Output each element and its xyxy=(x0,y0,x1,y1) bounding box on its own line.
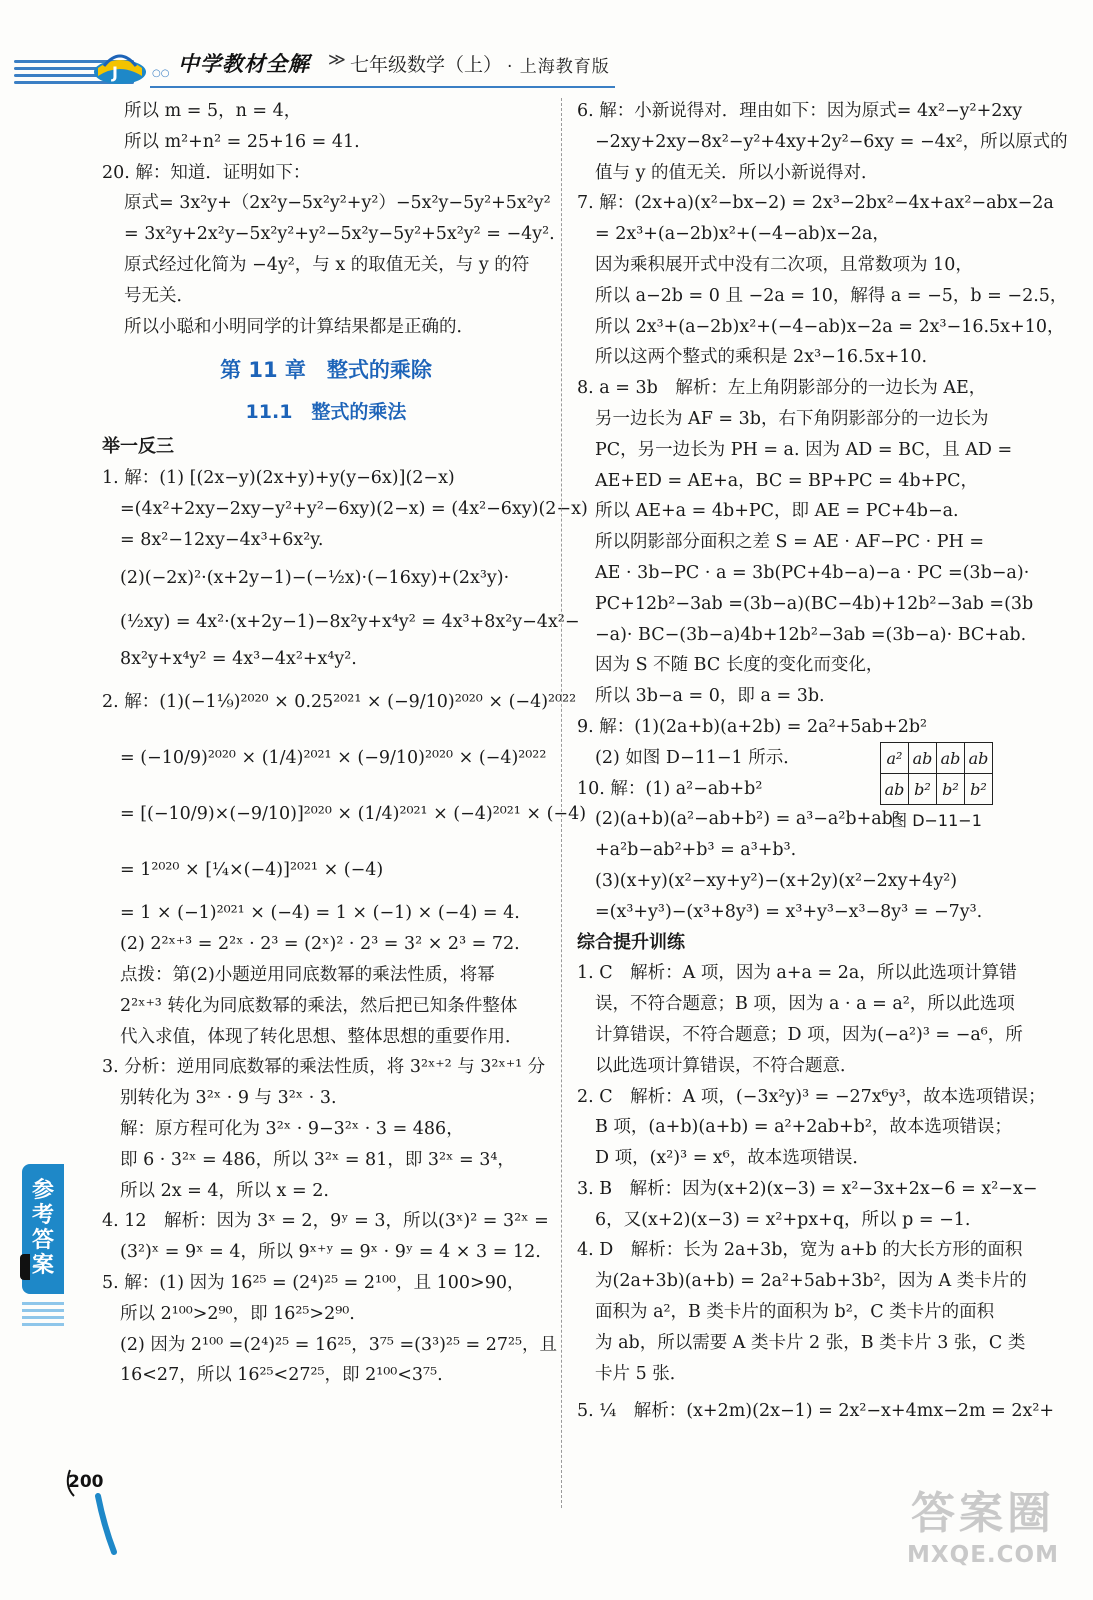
grid-cell: ab xyxy=(965,743,993,774)
side-tab-stripe xyxy=(22,1323,64,1326)
text-line: −2xy+2xy−8x²−y²+4xy+2y²−6xy = −4x²，所以原式的 xyxy=(595,131,1068,152)
text-line: = (−10/9)²⁰²⁰ × (1/4)²⁰²¹ × (−9/10)²⁰²⁰ × (−4)²⁰²² xyxy=(120,748,547,769)
text-line: 4. 12 解析：因为 3ˣ = 2，9ʸ = 3，所以(3ˣ)² = 3²ˣ = xyxy=(102,1211,549,1232)
text-line: 因为 S 不随 BC 长度的变化而变化， xyxy=(595,655,884,676)
text-line: 所以 AE+a = 4b+PC，即 AE = PC+4b−a. xyxy=(595,501,959,522)
column-divider xyxy=(561,98,562,1508)
text-line: B 项，(a+b)(a+b) = a²+2ab+b²，故本选项错误； xyxy=(595,1117,1012,1138)
text-line: 所以 2¹⁰⁰>2⁹⁰，即 16²⁵>2⁹⁰. xyxy=(120,1303,355,1324)
text-line: 1. C 解析：A 项，因为 a+a = 2a，所以此选项计算错 xyxy=(577,963,1017,984)
text-line: 20. 解：知道．证明如下： xyxy=(102,162,311,183)
book-title: 中学教材全解 xyxy=(178,52,310,76)
text-line: 10. 解：(1) a²−ab+b² xyxy=(577,778,763,799)
side-tab-notch xyxy=(20,1254,30,1280)
side-tab xyxy=(18,1164,66,1328)
book-logo-icon xyxy=(90,42,150,86)
svg-text:J: J xyxy=(112,63,118,82)
text-line: (2) 2²ˣ⁺³ = 2²ˣ · 2³ = (2ˣ)² · 2³ = 3² × 2³ = 72. xyxy=(120,934,520,955)
watermark-url: MXQE.COM xyxy=(907,1542,1059,1568)
text-line: 5. 解：(1) 因为 16²⁵ = (2⁴)²⁵ = 2¹⁰⁰，且 100>90， xyxy=(102,1272,525,1293)
figure-d-11-1 xyxy=(880,742,993,831)
chapter-title: 第 11 章 整式的乘除 xyxy=(220,358,432,383)
watermark-logo-text: 答案圈 xyxy=(911,1488,1055,1539)
text-line: 2. C 解析：A 项，(−3x²y)³ = −27x⁶y³，故本选项错误； xyxy=(577,1086,1046,1107)
text-line: 为 ab，所以需要 A 类卡片 2 张，B 类卡片 3 张，C 类 xyxy=(595,1332,1026,1353)
text-line: = 2x³+(a−2b)x²+(−4−ab)x−2a， xyxy=(595,224,890,245)
text-line: PC+12b²−3ab =(3b−a)(BC−4b)+12b²−3ab =(3b xyxy=(595,593,1034,614)
grid-cell: ab xyxy=(937,743,965,774)
watermark xyxy=(888,1486,1078,1590)
subsection-heading: 综合提升训练 xyxy=(577,931,685,953)
text-line: (2)(a+b)(a²−ab+b²) = a³−a²b+ab² xyxy=(595,809,900,830)
side-tab-stripe xyxy=(22,1302,64,1305)
text-line: +a²b−ab²+b³ = a³+b³. xyxy=(595,840,797,861)
text-line: 2. 解：(1)(−1⅑)²⁰²⁰ × 0.25²⁰²¹ × (−9/10)²⁰²⁰ × (−4)²⁰²² xyxy=(102,692,577,713)
text-line: (3²)ˣ = 9ˣ = 4，所以 9ˣ⁺ʸ = 9ˣ · 9ʸ = 4 × 3 = 12. xyxy=(120,1242,541,1263)
text-line: 即 6 · 3²ˣ = 486，所以 3²ˣ = 81，即 3²ˣ = 3⁴， xyxy=(120,1149,515,1170)
text-line: 所以 m²+n² = 25+16 = 41. xyxy=(124,131,360,152)
text-line: 3. B 解析：因为(x+2)(x−3) = x²−3x+2x−6 = x²−x− xyxy=(577,1178,1038,1199)
text-line: =(x³+y³)−(x³+8y³) = x³+y³−x³−8y³ = −7y³. xyxy=(595,901,983,922)
header-dots: ○○ xyxy=(152,68,170,79)
figure-caption: 图 D−11−1 xyxy=(891,811,982,830)
grid-cell: b² xyxy=(937,774,965,805)
page-number: 200 xyxy=(68,1472,104,1492)
text-line: (½xy) = 4x²·(x+2y−1)−8x²y+x⁴y² = 4x³+8x²y−4x²− xyxy=(120,611,580,632)
text-line: 所以 3b−a = 0，即 a = 3b. xyxy=(595,686,825,707)
grid-cell: ab xyxy=(909,743,937,774)
text-line: AE+ED = AE+a，BC = BP+PC = 4b+PC， xyxy=(595,470,978,491)
subsection-heading: 举一反三 xyxy=(102,436,174,458)
text-line: 6. 解：小新说得对．理由如下：因为原式= 4x²−y²+2xy xyxy=(577,101,1023,121)
text-line: 所以这两个整式的乘积是 2x³−16.5x+10. xyxy=(595,347,928,368)
text-line: 号无关． xyxy=(124,285,194,306)
text-line: = 1²⁰²⁰ × [¼×(−4)]²⁰²¹ × (−4) xyxy=(120,860,384,881)
section-title: 11.1 整式的乘法 xyxy=(245,401,407,424)
text-line: 误，不符合题意；B 项，因为 a · a = a²，所以此选项 xyxy=(595,994,1015,1015)
text-line: 所以小聪和小明同学的计算结果都是正确的． xyxy=(124,316,474,337)
text-line: 所以 a−2b = 0 且 −2a = 10，解得 a = −5，b = −2.5， xyxy=(595,285,1068,306)
grid-cell: b² xyxy=(965,774,993,805)
book-subtitle: 七年级数学（上） xyxy=(350,54,503,76)
text-line: −a)· BC−(3b−a)4b+12b²−3ab =(3b−a)· BC+ab. xyxy=(595,624,1027,645)
text-line: 4. D 解析：长为 2a+3b，宽为 a+b 的大长方形的面积 xyxy=(577,1240,1023,1261)
text-line: 原式= 3x²y+（2x²y−5x²y²+y²）−5x²y−5y²+5x²y² xyxy=(124,193,551,214)
left-column xyxy=(102,96,588,1391)
side-tab-stripe xyxy=(22,1316,64,1319)
text-line: 所以 2x³+(a−2b)x²+(−4−ab)x−2a = 2x³−16.5x+10， xyxy=(595,316,1065,337)
text-line: 为(2a+3b)(a+b) = 2a²+5ab+3b²，因为 A 类卡片的 xyxy=(595,1271,1027,1292)
text-line: =(4x²+2xy−2xy−y²+y²−6xy)(2−x) = (4x²−6xy)(2−x) xyxy=(120,498,588,519)
text-line: = 8x²−12xy−4x³+6x²y. xyxy=(120,529,324,550)
text-line: 9. 解：(1)(2a+b)(a+2b) = 2a²+5ab+2b² xyxy=(577,716,928,737)
grid-cell: a² xyxy=(881,743,909,774)
text-line: 6，又(x+2)(x−3) = x²+px+q，所以 p = −1. xyxy=(595,1209,971,1230)
text-line: 8. a = 3b 解析：左上角阴影部分的一边长为 AE， xyxy=(577,378,987,399)
tip-line: 2²ˣ⁺³ 转化为同底数幂的乘法，然后把已知条件整体 xyxy=(120,995,518,1016)
text-line: AE · 3b−PC · a = 3b(PC+4b−a)−a · PC =(3b−a)· xyxy=(595,562,1030,583)
text-line: 因为乘积展开式中没有二次项，且常数项为 10， xyxy=(595,254,973,275)
text-line: (2)(−2x)²·(x+2y−1)−(−½x)·(−16xy)+(2x³y)· xyxy=(120,567,510,588)
text-line: 另一边长为 AF = 3b，右下角阴影部分的一边长为 xyxy=(595,408,989,429)
text-line: 5. ¼ 解析：(x+2m)(2x−1) = 2x²−x+4mx−2m = 2x²+ xyxy=(577,1401,1055,1422)
tip-line: 代入求值，体现了转化思想、整体思想的重要作用． xyxy=(120,1026,523,1047)
text-line: 所以 2x = 4，所以 x = 2. xyxy=(120,1180,329,1201)
text-line: 8x²y+x⁴y² = 4x³−4x²+x⁴y². xyxy=(120,648,357,669)
side-tab-label: 参考答案 xyxy=(31,1178,54,1278)
text-line: D 项，(x²)³ = x⁶，故本选项错误． xyxy=(595,1148,870,1169)
text-line: 面积为 a²，B 类卡片的面积为 b²，C 类卡片的面积 xyxy=(595,1302,995,1323)
tip-line: 点拨：第(2)小题逆用同底数幂的乘法性质，将幂 xyxy=(120,964,495,985)
grid-cell: ab xyxy=(881,774,909,805)
text-line: 16<27，所以 16²⁵<27²⁵，即 2¹⁰⁰<3⁷⁵. xyxy=(120,1365,443,1386)
text-line: 所以阴影部分面积之差 S = AE · AF−PC · PH = xyxy=(595,532,984,553)
text-line: 7. 解：(2x+a)(x²−bx−2) = 2x³−2bx²−4x+ax²−abx−2a xyxy=(577,193,1054,214)
text-line: (2) 如图 D−11−1 所示． xyxy=(595,747,801,768)
text-line: 卡片 5 张． xyxy=(595,1363,688,1384)
text-line: = [(−10/9)×(−9/10)]²⁰²⁰ × (1/4)²⁰²¹ × (−4)²⁰²¹ × (−4) xyxy=(120,804,587,825)
text-line: 3. 分析：逆用同底数幂的乘法性质，将 3²ˣ⁺² 与 3²ˣ⁺¹ 分 xyxy=(102,1057,546,1078)
text-line: PC，另一边长为 PH = a. 因为 AD = BC，且 AD = xyxy=(595,439,1013,460)
text-line: 原式经过化简为 −4y²，与 x 的取值无关，与 y 的符 xyxy=(124,254,530,275)
area-grid xyxy=(880,742,993,805)
header-rule xyxy=(150,86,615,88)
header-arrow: ≫ xyxy=(328,50,346,70)
text-line: 1. 解：(1) [(2x−y)(2x+y)+y(y−6x)](2−x) xyxy=(102,468,455,489)
grid-cell: b² xyxy=(909,774,937,805)
text-line: = 3x²y+2x²y−5x²y²+y²−5x²y−5y²+5x²y² = −4y². xyxy=(124,224,555,245)
text-line: 别转化为 3²ˣ · 9 与 3²ˣ · 3. xyxy=(120,1088,337,1109)
text-line: (2) 因为 2¹⁰⁰ =(2⁴)²⁵ = 16²⁵，3⁷⁵ =(3³)²⁵ = 27²⁵，且 xyxy=(120,1334,558,1355)
text-line: 计算错误，不符合题意；D 项，因为(−a²)³ = −a⁶，所 xyxy=(595,1024,1023,1045)
text-line: 值与 y 的值无关．所以小新说得对． xyxy=(595,162,879,183)
text-line: 解：原方程可化为 3²ˣ · 9−3²ˣ · 3 = 486， xyxy=(120,1118,464,1139)
text-line: 所以 m = 5，n = 4， xyxy=(124,101,302,121)
book-publisher: · 上海教育版 xyxy=(507,57,610,77)
text-line: = 1 × (−1)²⁰²¹ × (−4) = 1 × (−1) × (−4) = 4. xyxy=(120,903,520,924)
text-line: (3)(x+y)(x²−xy+y²)−(x+2y)(x²−2xy+4y²) xyxy=(595,870,958,891)
page-header xyxy=(0,0,1093,96)
text-line: 以此选项计算错误，不符合题意． xyxy=(595,1055,858,1076)
side-tab-stripe xyxy=(22,1309,64,1312)
